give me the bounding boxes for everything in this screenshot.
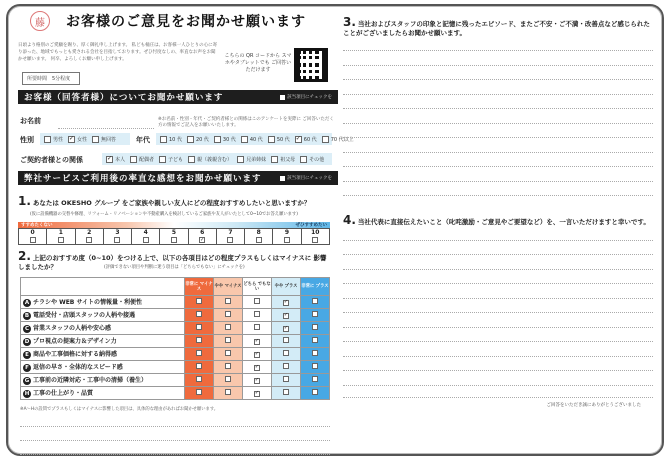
section-respondent-header (18, 90, 338, 104)
checkbox-checked[interactable]: ✓ (254, 351, 260, 358)
gender-options (40, 133, 130, 145)
gender-option-female[interactable]: ✓ 女性 (69, 135, 88, 143)
q3-answer-line[interactable] (343, 166, 653, 167)
q3-answer-line[interactable] (343, 152, 653, 153)
checkbox[interactable] (171, 237, 177, 243)
col-very-negative: 非常に マイナス (185, 278, 214, 296)
relation-option-other[interactable]: その他 (300, 156, 324, 163)
scale-option-2[interactable]: 2 (76, 229, 104, 244)
checkbox-checked[interactable]: ✓ (283, 299, 289, 306)
section-feedback-header (18, 171, 338, 185)
q3-answer-line[interactable] (343, 50, 653, 51)
scale-option-9[interactable]: 9 (273, 229, 301, 244)
table-corner (21, 278, 185, 296)
checkbox[interactable] (283, 389, 289, 395)
letter-e-icon: E (23, 351, 31, 359)
relation-option-spouse[interactable]: 配偶者 (130, 156, 154, 163)
checkbox[interactable] (254, 311, 260, 317)
age-option-20[interactable]: 20 代 (187, 136, 209, 143)
scale-option-6[interactable]: 6 ✓ (189, 229, 217, 244)
q3-answer-line[interactable] (343, 79, 653, 80)
age-options (156, 133, 354, 145)
checkbox[interactable] (283, 350, 289, 356)
checkbox[interactable] (225, 298, 231, 304)
checkbox[interactable] (283, 376, 289, 382)
checkbox-checked[interactable]: ✓ (283, 325, 289, 332)
checkbox[interactable] (196, 363, 202, 369)
checkbox-checked[interactable]: ✓ (283, 312, 289, 319)
letter-d-icon: D (24, 338, 30, 345)
q4-answer-line[interactable] (343, 298, 653, 299)
checkbox[interactable] (225, 389, 231, 395)
q4-answer-line[interactable] (343, 370, 653, 371)
table-row: G 工事前の近隣対応・工事中の清掃（養生） ✓ (21, 374, 330, 387)
gender-label: 性別 (20, 136, 34, 144)
table-row: F 返信の早さ・全体的なスピード感 ✓ (21, 361, 330, 374)
question-4: 4. 当社代表に直接伝えたいこと（叱咤激励・ご意見やご要望など）を、一言いただけますと幸いです。 (343, 213, 650, 227)
gender-option-male[interactable]: 男性 (44, 136, 63, 143)
checkbox[interactable] (300, 156, 307, 163)
q4-answer-line[interactable] (343, 312, 653, 313)
privacy-note: ※お名前・性別・年代・ご契約者様との関係はこのアンケートを実際に ご回答いただく方の情報でご記入をお願いいたします。 (158, 117, 334, 128)
relation-options (102, 153, 332, 165)
checkbox[interactable] (196, 376, 202, 382)
section-title: 弊社サービスご利用後の率直な感想をお聞かせ願います (24, 174, 262, 184)
q3-answer-line[interactable] (343, 108, 653, 109)
table-row: B 電話受付・店頭スタッフの人柄や接遇 ✓ (21, 309, 330, 322)
section-note: 該当項目にチェックを (280, 175, 332, 181)
checkbox[interactable] (196, 324, 202, 330)
q4-answer-line[interactable] (343, 327, 653, 328)
letter-g-icon: G (24, 377, 30, 384)
age-option-40[interactable]: 40 代 (241, 136, 263, 143)
q4-answer-line[interactable] (343, 341, 653, 342)
checkbox[interactable] (225, 311, 231, 317)
checkbox[interactable] (312, 363, 318, 369)
scale-option-7[interactable]: 7 (217, 229, 245, 244)
checkbox[interactable] (322, 136, 329, 143)
scale-option-4[interactable]: 4 (132, 229, 160, 244)
table-row: E 商品や工事価格に対する納得感 ✓ (21, 348, 330, 361)
checkbox[interactable] (227, 237, 233, 243)
checkbox[interactable] (284, 237, 290, 243)
table-header-row (21, 278, 330, 296)
section-note: 該当項目にチェックを (280, 94, 332, 100)
checkbox[interactable] (283, 363, 289, 369)
checkbox[interactable] (30, 237, 36, 243)
checkbox[interactable] (225, 350, 231, 356)
checkbox[interactable] (312, 376, 318, 382)
impact-rating-table (20, 277, 330, 400)
name-field[interactable] (58, 128, 154, 129)
age-option-70plus[interactable]: 70 代以上 (322, 136, 354, 143)
q3-answer-line[interactable] (343, 94, 653, 95)
checkbox[interactable] (312, 298, 318, 304)
checkbox[interactable] (312, 311, 318, 317)
checkbox[interactable] (143, 237, 149, 243)
checkbox[interactable] (312, 337, 318, 343)
checkbox[interactable] (237, 156, 244, 163)
checkbox[interactable] (196, 311, 202, 317)
scale-option-3[interactable]: 3 (104, 229, 132, 244)
checkbox[interactable] (241, 136, 248, 143)
letter-c-icon: C (24, 325, 30, 332)
col-slightly-negative: やや マイナス (214, 278, 243, 296)
checkbox[interactable] (312, 237, 318, 243)
question-2: 2. 上記のおすすめ度（0~10）をつける上で、以下の各項目はどの程度プラスもしくはマイナスに 影響しましたか？ (18, 249, 327, 271)
checkbox[interactable] (196, 337, 202, 343)
checkbox[interactable] (44, 136, 51, 143)
q3-answer-line[interactable] (343, 123, 653, 124)
company-logo-icon: 藤 (30, 11, 50, 31)
intro-text: 日頃より格別のご愛顧を賜り、厚く御礼申し上げます。 私ども桶庄は、お客様一人ひとりの心に寄り添った、地域でもっとも愛される会社を目指しております。ぜひ忖度なしの、率直なお声をお聞かせ願います。 何卒、よろしくお願い申し上げます。 (18, 43, 218, 62)
checkbox[interactable] (130, 156, 137, 163)
checkbox[interactable] (225, 337, 231, 343)
q2-reason-line[interactable] (20, 440, 330, 441)
thank-you-note: ご回答をいただき誠にありがとうございました (546, 403, 641, 408)
q4-answer-line[interactable] (343, 240, 653, 241)
checkbox[interactable] (196, 350, 202, 356)
relation-option-parent[interactable]: 親（義親含む） (188, 156, 232, 163)
relation-option-self[interactable]: ✓ 本人 (106, 155, 126, 163)
q4-answer-line[interactable] (343, 269, 653, 270)
checkbox-checked[interactable]: ✓ (69, 135, 75, 142)
checkbox-checked[interactable]: ✓ (200, 236, 205, 243)
checkbox[interactable] (187, 136, 194, 143)
checkbox[interactable] (225, 376, 231, 382)
q2-footnote: ※A～Hの設問でプラスもしくはマイナスに影響した項目は、具体的な理由があればお聞かせ願います。 (20, 407, 219, 412)
scale-high-label: ぜひすすめたい (295, 223, 327, 228)
checkbox[interactable] (225, 324, 231, 330)
duration-badge: 所要時間 5分程度 (22, 72, 80, 85)
qr-instructions: こちらの QR コードから スマホやタブレットでも ご回答いただけます (224, 53, 292, 73)
relation-option-grandparent[interactable]: 祖父母 (271, 156, 295, 163)
left-column (18, 8, 354, 412)
checkbox[interactable] (268, 136, 275, 143)
age-option-60[interactable]: ✓ 60 代 (295, 135, 317, 143)
scale-option-5[interactable]: 5 (160, 229, 188, 244)
checkbox[interactable] (312, 389, 318, 395)
gender-option-none[interactable]: 無回答 (92, 136, 116, 143)
qr-code-icon[interactable] (294, 48, 328, 82)
scale-low-label: すすめたくない (21, 223, 53, 228)
checkbox[interactable] (214, 136, 221, 143)
checkbox[interactable] (188, 156, 195, 163)
checkbox-checked[interactable]: ✓ (254, 338, 260, 345)
age-label: 年代 (136, 136, 150, 144)
checkbox[interactable] (196, 298, 202, 304)
header (18, 8, 328, 34)
table-row: C 営業スタッフの人柄や安心感 ✓ (21, 322, 330, 335)
q2-reason-line[interactable] (20, 426, 330, 427)
age-option-10[interactable]: 10 代 (160, 136, 182, 143)
checkbox-checked[interactable]: ✓ (254, 364, 260, 371)
relation-option-child[interactable]: 子ども (159, 156, 183, 163)
checkbox[interactable] (159, 156, 166, 163)
scale-option-0[interactable]: 0 (19, 229, 47, 244)
question-1-sub: (仮に設備機器の交替や修理、リフォーム・リノベーションや不動産購入を検討しているご家族や友人がいたとして0~10でお答え願います) (30, 212, 298, 217)
checkbox[interactable] (312, 324, 318, 330)
checkbox-checked[interactable]: ✓ (295, 135, 301, 142)
recommend-scale (18, 228, 330, 245)
col-slightly-positive: やや プラス (272, 278, 301, 296)
checkbox[interactable] (283, 337, 289, 343)
letter-b-icon: B (24, 312, 30, 319)
q2-reason-line[interactable] (20, 454, 330, 455)
checkbox[interactable] (254, 324, 260, 330)
relation-label: ご契約者様との関係 (20, 156, 83, 164)
col-neutral: どちら でもない (243, 278, 272, 296)
q4-answer-line[interactable] (343, 397, 653, 398)
question-1: 1. あなたは OKESHO グループ をご家族や親しい友人にどの程度おすすめしたいと思いますか？ (18, 194, 311, 208)
letter-h-icon: H (24, 390, 30, 397)
checkbox[interactable] (114, 237, 120, 243)
checkbox[interactable] (86, 237, 92, 243)
q3-answer-line[interactable] (343, 137, 653, 138)
q4-answer-line[interactable] (343, 385, 653, 386)
name-label: お名前 (20, 117, 41, 125)
checkbox-checked[interactable]: ✓ (106, 155, 113, 162)
scale-option-1[interactable]: 1 (47, 229, 75, 244)
age-option-50[interactable]: 50 代 (268, 136, 290, 143)
checkbox[interactable] (225, 363, 231, 369)
checkbox[interactable] (312, 350, 318, 356)
q4-answer-line[interactable] (343, 356, 653, 357)
scale-option-8[interactable]: 8 (245, 229, 273, 244)
checkbox[interactable] (92, 136, 99, 143)
checkbox[interactable] (160, 136, 167, 143)
q3-answer-line[interactable] (343, 181, 653, 182)
checkbox[interactable] (256, 237, 262, 243)
table-row: H 工事の仕上がり・品質 ✓ (21, 387, 330, 400)
letter-a-icon: A (24, 299, 30, 306)
q4-answer-line[interactable] (343, 254, 653, 255)
question-3: 3. 当社およびスタッフの印象と記憶に残ったエピソード、またご不安・ご不満・改善点など感じられたことがございましたらお聞かせ願います。 (343, 15, 650, 37)
checkbox[interactable] (58, 237, 64, 243)
question-2-sub: (評価できない項目や判断に迷う項目は「どちらでもない」にチェックを) (104, 265, 245, 270)
table-row: A チラシや WEB サイトの情報量・利便性 ✓ (21, 296, 330, 309)
page-title: お客様のご意見をお聞かせ願います (66, 14, 306, 30)
checkbox[interactable] (254, 298, 260, 304)
q3-answer-line[interactable] (343, 195, 653, 196)
checkbox[interactable] (196, 389, 202, 395)
relation-option-sibling[interactable]: 兄弟姉妹 (237, 156, 266, 163)
letter-f-icon: F (23, 364, 31, 372)
table-row: D プロ視点の提案力＆デザイン力 ✓ (21, 335, 330, 348)
q3-answer-line[interactable] (343, 65, 653, 66)
checkbox[interactable] (271, 156, 278, 163)
section-title: お客様（回答者様）についてお聞かせ願います (24, 93, 224, 103)
checkbox-checked[interactable]: ✓ (254, 377, 260, 384)
checkbox-checked[interactable]: ✓ (254, 390, 260, 397)
q4-answer-line[interactable] (343, 283, 653, 284)
checkbox-icon (280, 176, 285, 181)
age-option-30[interactable]: 30 代 (214, 136, 236, 143)
checkbox-icon (280, 95, 285, 100)
scale-option-10[interactable]: 10 (302, 229, 329, 244)
col-very-positive: 非常に プラス (301, 278, 330, 296)
